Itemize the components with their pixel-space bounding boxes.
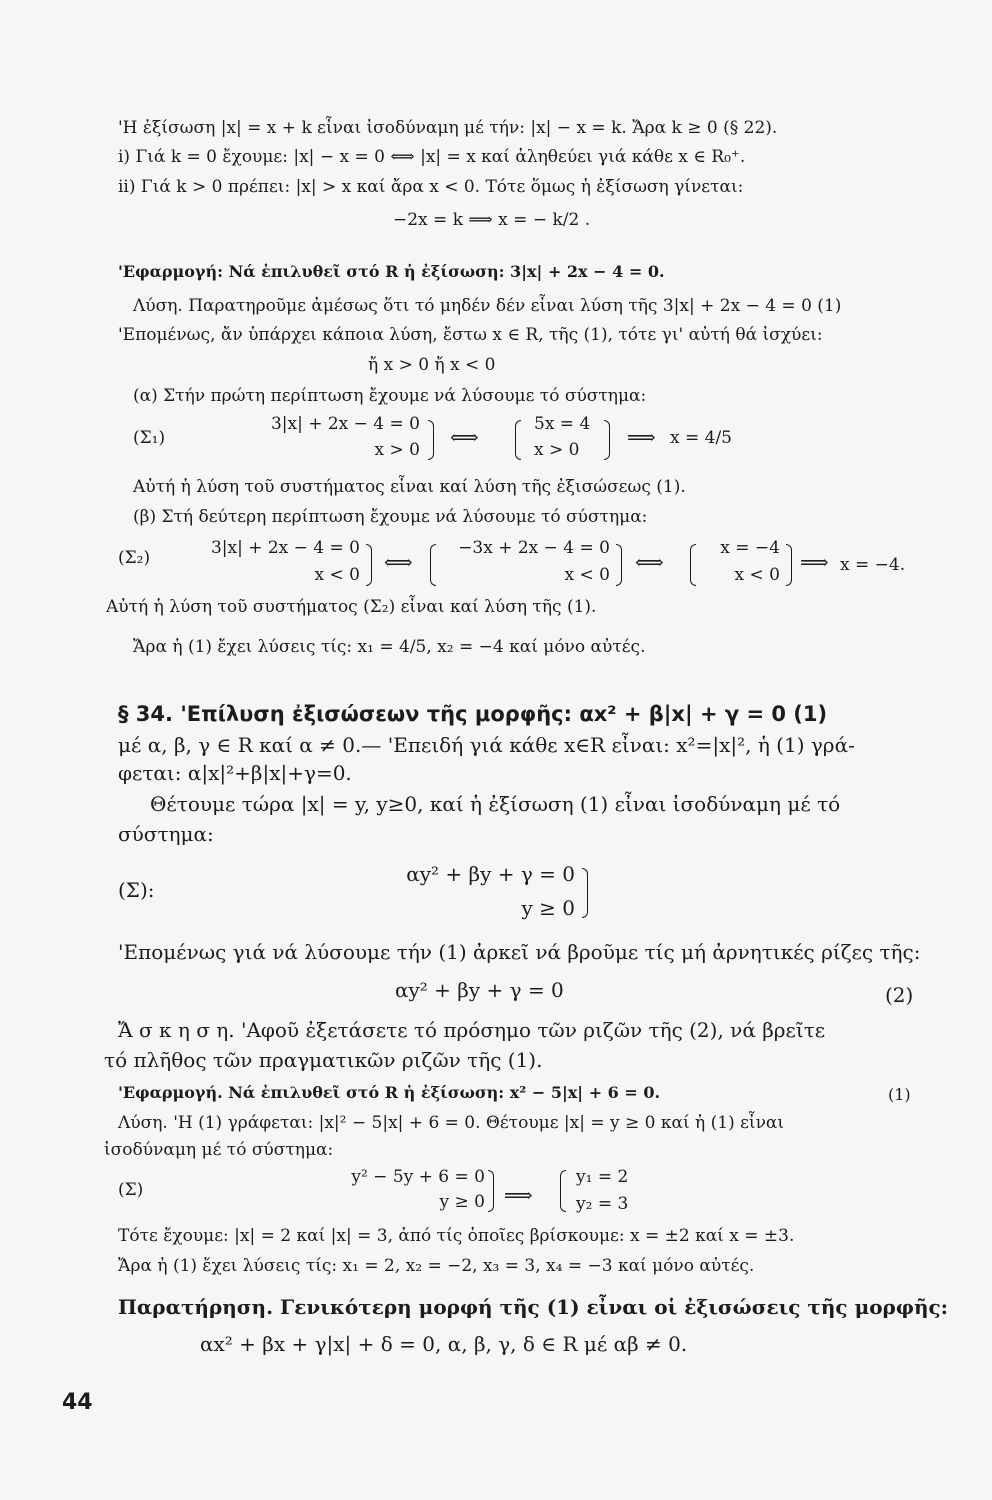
text-line: Τότε ἔχουμε: |x| = 2 καί |x| = 3, ἀπό τίς ὁποῖες βρίσκουμε: x = ±2 καί x = ±3. — [118, 1226, 795, 1246]
remark-text: Παρατήρηση. Γενικότερη μορφή τῆς (1) εἶναι οἱ ἐξισώσεις τῆς μορφῆς: — [118, 1295, 949, 1319]
text-line: Λύση. Παρατηροῦμε ἀμέσως ὅτι τό μηδέν δέν εἶναι λύση τῆς 3|x| + 2x − 4 = 0 (1) — [133, 296, 842, 316]
system-equation: y ≥ 0 — [439, 1192, 485, 1212]
section-heading-cont: μέ α, β, γ ∈ R καί α ≠ 0.— 'Επειδή γιά κάθε x∈R εἶναι: x²=|x|², ἡ (1) γρά- — [118, 733, 855, 757]
system-equation: x > 0 — [534, 440, 580, 460]
system-label: (Σ) — [118, 1180, 144, 1200]
system-equation: 5x = 4 — [534, 414, 591, 434]
system-equation: 3|x| + 2x − 4 = 0 — [210, 538, 360, 558]
equation: αy² + βy + γ = 0 — [395, 978, 564, 1002]
system-equation: y₁ = 2 — [576, 1167, 629, 1187]
page-number: 44 — [62, 1390, 93, 1415]
brace — [582, 868, 588, 918]
system-equation: x < 0 — [314, 565, 360, 585]
application-heading: 'Εφαρμογή. Νά ἐπιλυθεῖ στό R ἡ ἐξίσωση: x² − 5|x| + 6 = 0. — [118, 1083, 661, 1102]
system-equation: x > 0 — [374, 440, 420, 460]
exercise-line: Ἄ σ κ η σ η. 'Αφοῦ ἐξετάσετε τό πρόσημο τῶν ριζῶν τῆς (2), νά βρεῖτε — [118, 1018, 826, 1042]
system-equation: y² − 5y + 6 = 0 — [351, 1167, 485, 1187]
text-line: −2x = k ⟹ x = − k/2 . — [393, 210, 591, 230]
text-line: (β) Στή δεύτερη περίπτωση ἔχουμε νά λύσουμε τό σύστημα: — [133, 507, 648, 527]
system-equation: x < 0 — [734, 565, 780, 585]
equation-number: (1) — [888, 1085, 911, 1104]
brace — [515, 420, 521, 460]
implies-arrow: ⟹ — [627, 425, 656, 449]
equation-number: (2) — [885, 983, 914, 1007]
system-equation: αy² + βy + γ = 0 — [406, 862, 575, 886]
system-equation: x = −4 — [720, 538, 780, 558]
brace — [786, 544, 792, 586]
brace — [604, 420, 610, 460]
text-line: ii) Γιά k > 0 πρέπει: |x| > x καί ἄρα x < 0. Τότε ὅμως ἡ ἐξίσωση γίνεται: — [118, 177, 744, 197]
brace — [428, 420, 434, 460]
text-line: σύστημα: — [118, 822, 214, 846]
system-label: (Σ₂) — [118, 548, 151, 568]
equation: αx² + βx + γ|x| + δ = 0, α, β, γ, δ ∈ R μέ αβ ≠ 0. — [200, 1332, 688, 1356]
system-equation: y₂ = 3 — [576, 1194, 629, 1214]
text-line: 'Επομένως, ἄν ὑπάρχει κάποια λύση, ἔστω x ∈ R, τῆς (1), τότε γι' αὐτή θά ἰσχύει: — [118, 325, 823, 345]
text-line: τό πλῆθος τῶν πραγματικῶν ριζῶν τῆς (1). — [104, 1048, 543, 1072]
system-equation: y ≥ 0 — [521, 896, 575, 920]
section-heading: § 34. 'Επίλυση ἐξισώσεων τῆς μορφῆς: αx² + β|x| + γ = 0 (1) — [118, 702, 828, 726]
brace — [366, 544, 372, 586]
brace — [488, 1170, 494, 1212]
text-line: Ἄρα ἡ (1) ἔχει λύσεις τίς: x₁ = 4/5, x₂ = −4 καί μόνο αὐτές. — [133, 637, 646, 657]
system-equation: 3|x| + 2x − 4 = 0 — [270, 414, 420, 434]
text-line: ἰσοδύναμη μέ τό σύστημα: — [104, 1140, 334, 1160]
system-equation: x < 0 — [564, 565, 610, 585]
text-line: Θέτουμε τώρα |x| = y, y≥0, καί ἡ ἐξίσωση (1) εἶναι ἰσοδύναμη μέ τό — [150, 792, 841, 816]
text-line: Αὐτή ἡ λύση τοῦ συστήματος εἶναι καί λύση τῆς ἐξισώσεως (1). — [133, 477, 686, 497]
system-label: (Σ): — [118, 878, 155, 902]
text-line: Λύση. 'Η (1) γράφεται: |x|² − 5|x| + 6 = 0. Θέτουμε |x| = y ≥ 0 καί ἡ (1) εἶναι — [118, 1113, 785, 1133]
text-line: 'Η ἐξίσωση |x| = x + k εἶναι ἰσοδύναμη μέ τήν: |x| − x = k. Ἄρα k ≥ 0 (§ 22). — [118, 118, 778, 138]
brace — [560, 1170, 566, 1212]
text-line: Ἄρα ἡ (1) ἔχει λύσεις τίς: x₁ = 2, x₂ = −2, x₃ = 3, x₄ = −3 καί μόνο αὐτές. — [118, 1256, 755, 1276]
equivalence-arrow: ⟺ — [635, 550, 664, 574]
system-equation: −3x + 2x − 4 = 0 — [458, 538, 610, 558]
system-label: (Σ₁) — [133, 428, 166, 448]
brace — [690, 544, 696, 586]
text-line: i) Γιά k = 0 ἔχουμε: |x| − x = 0 ⟺ |x| = x καί ἀληθεύει γιά κάθε x ∈ R₀⁺. — [118, 147, 746, 167]
brace — [616, 544, 622, 586]
equivalence-arrow: ⟺ — [450, 425, 479, 449]
application-heading: 'Εφαρμογή: Νά ἐπιλυθεῖ στό R ἡ ἐξίσωση: 3|x| + 2x − 4 = 0. — [118, 262, 665, 281]
implies-arrow: ⟹ — [800, 550, 829, 574]
system-result: x = 4/5 — [670, 428, 732, 448]
text-line: φεται: α|x|²+β|x|+γ=0. — [118, 761, 352, 785]
brace — [430, 544, 436, 586]
remark-line — [118, 1295, 948, 1319]
equivalence-arrow: ⟺ — [384, 550, 413, 574]
text-line: (α) Στήν πρώτη περίπτωση ἔχουμε νά λύσουμε τό σύστημα: — [133, 386, 647, 406]
implies-arrow: ⟹ — [504, 1183, 533, 1207]
system-result: x = −4. — [840, 555, 906, 575]
text-line: ἤ x > 0 ἤ x < 0 — [368, 355, 496, 375]
text-line: 'Επομένως γιά νά λύσουμε τήν (1) ἀρκεῖ νά βροῦμε τίς μή ἀρνητικές ρίζες τῆς: — [118, 940, 921, 964]
text-line: Αὐτή ἡ λύση τοῦ συστήματος (Σ₂) εἶναι καί λύση τῆς (1). — [106, 597, 597, 617]
